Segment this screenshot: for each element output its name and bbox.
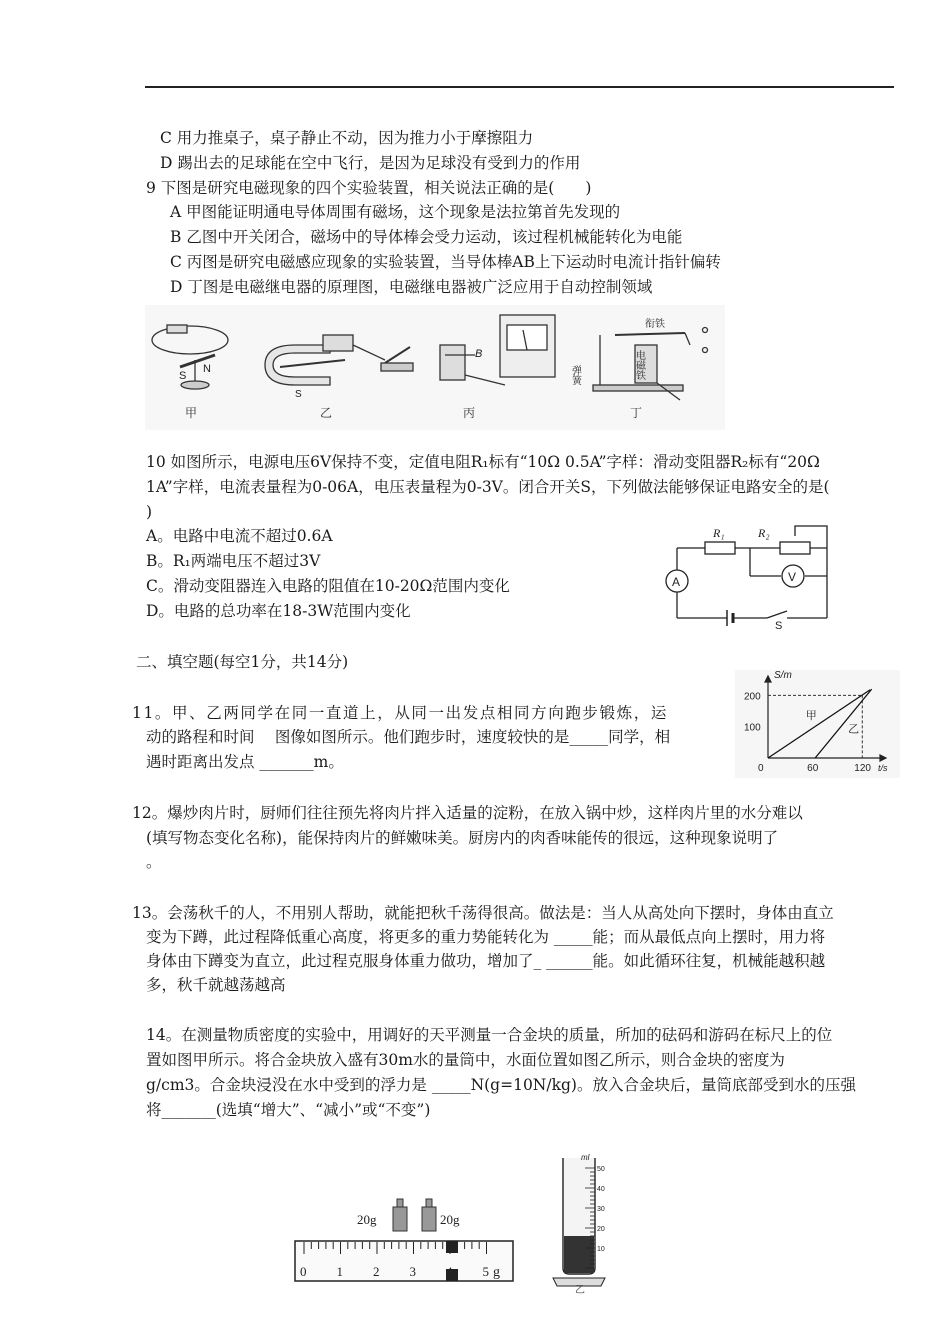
q13-line-4: 多，秋千就越荡越高 xyxy=(146,976,286,994)
q8-option-c: C 用力推桌子，桌子静止不动，因为推力小于摩擦阻力 xyxy=(160,129,534,147)
q12-line-2: (填写物态变化名称)，能保持肉片的鲜嫩味美。厨房内的肉香味能传的很远，这种现象说明了 xyxy=(146,829,779,847)
switch-label: S xyxy=(775,620,783,630)
scale-unit: g xyxy=(493,1265,500,1280)
q10-option-a: A。电路中电流不超过0.6A xyxy=(146,527,333,545)
q10-option-c: C。滑动变阻器连入电路的阻值在10-20Ω范围内变化 xyxy=(146,577,510,595)
fig-label-bing: 丙 xyxy=(463,406,476,420)
weight-left-icon xyxy=(393,1199,407,1231)
q12-line-1: 12。爆炒肉片时，厨师们往往预先将肉片拌入适量的淀粉，在放入锅中炒，这样肉片里的水分难以 xyxy=(132,804,803,822)
y-tick-label: 200 xyxy=(744,691,761,703)
q10-option-d: D。电路的总功率在18-3W范围内变化 xyxy=(146,602,411,620)
scale-tick-label: 3 xyxy=(409,1264,416,1279)
q10-option-b: B。R₁两端电压不超过3V xyxy=(146,552,321,570)
section2-title: 二、填空题(每空1分，共14分) xyxy=(136,653,349,671)
cylinder-label: 乙 xyxy=(575,1285,585,1294)
q8-option-d: D 踢出去的足球能在空中飞行，是因为足球没有受到力的作用 xyxy=(160,154,581,172)
q11-line-1: 11。甲、乙两同学在同一直道上，从同一出发点相同方向跑步锻炼，运 xyxy=(132,704,668,722)
q13-line-1: 13。会荡秋千的人，不用别人帮助，就能把秋千荡得很高。做法是：当人从高处向下摆时，身体由直立 xyxy=(132,904,834,922)
scale-tick-label: 5 xyxy=(482,1264,489,1279)
q10-stem-2: 1A”字样，电流表量程为0-06A，电压表量程为0-3V。闭合开关S，下列做法能够保证电路安全的是( xyxy=(146,478,830,496)
q14-line-1: 14。在测量物质密度的实验中，用调好的天平测量一合金块的质量，所加的砝码和游码在标尺上的位 xyxy=(146,1026,833,1044)
x-tick-label: 0 xyxy=(758,763,764,774)
q11-line-3: 遇时距离出发点 _______m。 xyxy=(146,753,344,771)
x-axis-label: t/s xyxy=(878,763,888,773)
q14-line-2: 置如图甲所示。将合金块放入盛有30m水的量筒中，水面位置如图乙所示，则合金块的密度为 xyxy=(146,1051,785,1069)
q9-option-a: A 甲图能证明通电导体周围有磁场，这个现象是法拉第首先发现的 xyxy=(170,203,621,221)
q9-option-d: D 丁图是电磁继电器的原理图，电磁继电器被广泛应用于自动控制领域 xyxy=(170,278,653,296)
cylinder-tick-label: 40 xyxy=(597,1186,605,1193)
fig-ding-xiantie: 衔铁 xyxy=(645,319,665,330)
fig-bing-b: B xyxy=(475,348,483,360)
cylinder-tick-label: 20 xyxy=(597,1226,605,1233)
q10-stem-3: ) xyxy=(146,503,153,521)
fig-label-ding: 丁 xyxy=(630,406,643,420)
r1-label: R₁ xyxy=(713,526,725,540)
scale-tick-label: 2 xyxy=(373,1264,380,1279)
q13-line-2: 变为下蹲，此过程降低重心高度，将更多的重力势能转化为 _____能；而从最低点向上摆时，用力将 xyxy=(146,928,826,946)
x-tick-label: 120 xyxy=(854,763,871,774)
cylinder-tick-label: 50 xyxy=(597,1166,605,1173)
weight-left-label: 20g xyxy=(357,1212,377,1227)
r2-label: R₂ xyxy=(758,526,770,540)
annotation-jia: 甲 xyxy=(805,709,817,722)
q9-option-c: C 丙图是研究电磁感应现象的实验装置，当导体棒AB上下运动时电流计指针偏转 xyxy=(170,253,721,271)
q12-line-3: 。 xyxy=(146,853,162,871)
q13-line-3: 身体由下蹲变为直立，此过程克服身体重力做功，增加了_ ______能。如此循环往复，机械能越积越 xyxy=(146,952,826,970)
y-axis-label: S/m xyxy=(774,670,792,681)
cylinder-unit: ml xyxy=(581,1153,590,1162)
rider-icon xyxy=(446,1241,458,1253)
cylinder-tick-label: 10 xyxy=(597,1246,605,1253)
x-tick-label: 60 xyxy=(807,763,819,774)
q14-balance-figure xyxy=(290,1195,520,1285)
voltmeter-label: V xyxy=(788,570,797,584)
q9-stem: 9 下图是研究电磁现象的四个实验装置，相关说法正确的是( ) xyxy=(146,179,592,197)
r1-resistor xyxy=(705,542,735,554)
q9-option-b: B 乙图中开关闭合，磁场中的导体棒会受力运动，该过程机械能转化为电能 xyxy=(170,228,683,246)
header-rule xyxy=(145,86,894,88)
fig-jia-s: S xyxy=(179,370,187,382)
q14-line-3: g/cm3。合金块浸没在水中受到的浮力是 _____N(g=10N/kg)。放入合金块后，量筒底部受到水的压强 xyxy=(146,1076,856,1094)
fig-yi-s: S xyxy=(295,389,302,400)
water-level xyxy=(564,1236,594,1273)
q10-circuit xyxy=(655,518,845,630)
scale-tick-label: 1 xyxy=(336,1264,343,1279)
cylinder-tick-label: 30 xyxy=(597,1206,605,1213)
scale-tick-label: 4 xyxy=(446,1264,453,1279)
ammeter-label: A xyxy=(672,575,681,589)
r2-rheostat xyxy=(780,542,810,554)
annotation-yi: 乙 xyxy=(848,723,860,736)
y-tick-label: 100 xyxy=(744,722,761,734)
fig-jia-n: N xyxy=(203,363,211,375)
fig-ding-dianci: 电磁铁 xyxy=(633,350,645,380)
q14-cylinder-figure xyxy=(545,1150,635,1294)
weight-right-icon xyxy=(422,1199,436,1231)
scale-tick-label: 0 xyxy=(300,1264,307,1279)
weight-right-label: 20g xyxy=(440,1212,460,1227)
fig-label-yi: 乙 xyxy=(320,406,333,420)
q14-line-4: 将_______(选填“增大”、“减小”或“不变”) xyxy=(146,1101,431,1119)
fig-ding-tanhuang: 弹簧 xyxy=(569,365,581,385)
q11-line-2: 动的路程和时间 图像如图所示。他们跑步时，速度较快的是_____同学，相 xyxy=(146,728,671,746)
fig-label-jia: 甲 xyxy=(185,406,198,420)
q9-figure xyxy=(145,305,725,430)
scale-ruler xyxy=(295,1241,513,1281)
q10-stem-1: 10 如图所示，电源电压6V保持不变，定值电阻R₁标有“10Ω 0.5A”字样：滑动变阻器R₂标有“20Ω xyxy=(146,453,820,471)
q11-st-graph xyxy=(735,670,900,778)
